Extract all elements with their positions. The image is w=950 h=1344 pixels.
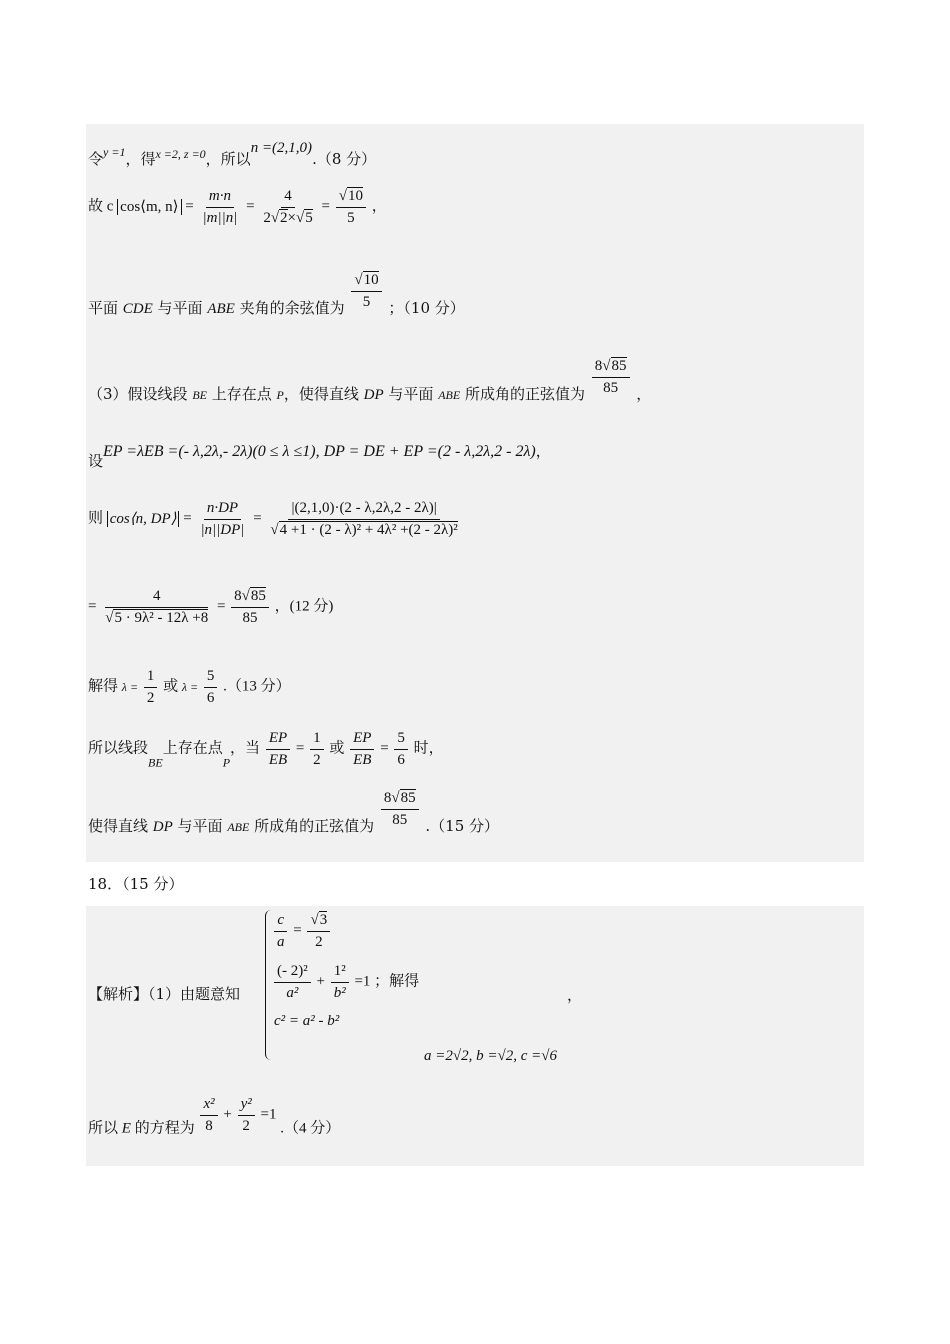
sqrt-10: 10	[363, 272, 379, 288]
sqrt-10: 10	[347, 188, 363, 204]
line-conclusion-sine	[88, 790, 499, 835]
plus: +	[223, 1106, 232, 1123]
text: ，	[371, 198, 387, 215]
frac-4-sqrt: $\frac{4}{\text{√5 · 9λ² - 12λ +8}}$	[105, 588, 209, 626]
line-cos-ndp	[88, 500, 463, 538]
text: ；解得	[374, 973, 420, 990]
numerator: n·DP	[204, 500, 241, 520]
text: ，使得直线	[283, 385, 364, 403]
text: 与平面	[172, 817, 228, 835]
denominator: EB	[353, 751, 372, 768]
math-dp: DP	[152, 819, 173, 835]
frac-sqrt10: $\frac{√10}{5}$	[336, 188, 366, 226]
equals: =	[185, 198, 194, 215]
coef: 8	[383, 790, 392, 806]
numerator: 1	[144, 668, 158, 688]
denominator: |m||n|	[202, 209, 238, 226]
frac-sqrt3-2: $\frac{√3}{2}$	[307, 912, 330, 950]
text: 【解析】（1）由题意知	[88, 985, 241, 1003]
text: 与平面	[383, 385, 439, 403]
frac-5-6	[394, 730, 408, 768]
coef: 8	[234, 588, 242, 604]
frac-sqrt10: $\frac{√10}{5}$	[351, 272, 381, 310]
text: 解得	[88, 678, 119, 695]
line-conclusion-exists	[88, 730, 444, 768]
denominator: 6	[397, 751, 405, 768]
sqrt-5: 5	[305, 209, 313, 226]
text: 时，	[413, 740, 444, 757]
denominator: b²	[333, 984, 346, 1001]
line-plane-cosine	[88, 272, 465, 317]
sqrt-3: 3	[319, 912, 328, 928]
math-be: BE	[192, 388, 207, 402]
math-cos-mn: cos⟨m, n⟩	[117, 199, 181, 215]
text: 所成角的正弦值为	[249, 817, 375, 835]
line-solve-lambda	[88, 668, 291, 706]
numerator: m·n	[206, 188, 234, 208]
numerator: 5	[394, 730, 408, 750]
math-lambda: λ =	[181, 680, 199, 694]
text: 上存在点	[206, 385, 277, 403]
math-y: y =1	[103, 145, 126, 159]
score: .（8 分）	[312, 150, 377, 168]
comma: ，	[567, 986, 583, 1004]
numerator: EP	[350, 730, 374, 750]
text: 与平面	[152, 299, 208, 317]
math-dp: DP	[363, 387, 384, 403]
frac-point	[274, 963, 311, 1001]
denominator: 85	[603, 379, 619, 396]
denominator: a²	[286, 984, 299, 1001]
text: 的方程为	[130, 1120, 195, 1137]
text: ，所以	[205, 150, 251, 168]
numerator: 4	[281, 188, 295, 208]
denominator: 2	[313, 751, 321, 768]
text: 所以	[88, 1120, 122, 1137]
numerator: x²	[200, 1096, 217, 1116]
equals: =	[216, 598, 226, 615]
text: （3）假设线段	[88, 385, 193, 403]
math-abe: ABE	[207, 301, 235, 317]
equals: =	[295, 740, 305, 757]
equals: =	[253, 510, 262, 527]
text: 设	[88, 452, 104, 470]
frac-4: $\frac{4}{2√2\times√5}$	[263, 188, 313, 226]
line-cos-mn	[88, 188, 387, 226]
score: .（4 分）	[280, 1120, 341, 1137]
equals: =	[183, 510, 192, 527]
line-set-ep	[88, 444, 551, 469]
denominator: 2	[315, 933, 323, 950]
sqrt-85: 85	[611, 358, 627, 374]
frac-dot: $\frac{|(2,1,0)\cdot(2 - \lambda,2\lambda,2 - 2\lambda)|}{\text{√4 +1 · (2 - λ)² + 4λ² +(2 - 2λ)²}}$	[270, 500, 458, 538]
denominator: 5	[347, 209, 355, 226]
system-eq-3: c² = a² - b²	[274, 1013, 340, 1029]
frac-5-6	[204, 668, 218, 706]
equals: =	[321, 198, 330, 215]
denominator-part: 2	[263, 209, 271, 226]
frac-mn	[200, 188, 241, 226]
equals: =1	[354, 973, 371, 990]
denominator: 5	[362, 293, 371, 310]
denominator: 85	[242, 609, 258, 626]
math-p: P	[276, 388, 284, 402]
denominator: 85	[392, 811, 408, 828]
sqrt-2: 2	[280, 209, 288, 226]
math-e: E	[121, 1120, 131, 1137]
numerator: (- 2)²	[274, 963, 311, 983]
line-ellipse-equation	[88, 1096, 340, 1136]
text: 所成角的正弦值为	[460, 385, 585, 403]
system-brace	[265, 910, 272, 1060]
line-part3	[88, 358, 651, 403]
numerator: 4	[105, 588, 209, 608]
numerator: 1	[310, 730, 324, 750]
math-n: n =(2,1,0)	[250, 140, 313, 156]
times: ×	[287, 209, 297, 226]
numerator: c	[274, 912, 287, 932]
plus: +	[316, 973, 325, 990]
text: 故 c	[88, 198, 114, 215]
analysis-heading	[88, 987, 240, 1002]
text: 平面	[88, 299, 123, 317]
numerator: EP	[266, 730, 290, 750]
score: .（13 分）	[223, 678, 291, 695]
equals: =	[246, 198, 255, 215]
denominator: EB	[268, 751, 288, 768]
denominator: 4 +1 · (2 - λ)² + 4λ² +(2 - 2λ)²	[279, 521, 458, 538]
text: ，	[636, 385, 652, 403]
frac-x2-8	[200, 1096, 217, 1134]
math-cde: CDE	[122, 301, 153, 317]
frac-8sqrt85: $\frac{8√85}{85}$	[381, 790, 419, 828]
denominator: a	[277, 933, 285, 950]
text: 或	[329, 740, 345, 757]
math-ep-dp: EP =λEB =(- λ,2λ,- 2λ)(0 ≤ λ ≤1), DP = DE + EP =(2 - λ,2λ,2 - 2λ)	[103, 443, 536, 460]
frac-y2-2	[238, 1096, 255, 1134]
math-p: P	[222, 755, 231, 770]
score: .（15 分）	[425, 817, 500, 835]
math-xz: x =2, z =0	[155, 147, 206, 161]
denominator: 2	[242, 1117, 250, 1134]
equals: =	[88, 598, 97, 615]
question-18-label: 18．（15 分）	[88, 875, 184, 893]
text: 或	[163, 678, 179, 695]
coef: 8	[594, 358, 603, 374]
line-result-frac	[88, 588, 333, 626]
frac-ndp	[197, 500, 247, 538]
sqrt-85: 85	[250, 588, 266, 604]
denominator: 2	[146, 689, 155, 706]
numerator: 1²	[331, 963, 349, 983]
math-abe: ABE	[227, 820, 250, 834]
text: ，当	[230, 740, 261, 757]
text: 则	[88, 510, 104, 527]
math-be: BE	[148, 755, 163, 770]
text: ，得	[125, 150, 156, 168]
solution-values: a =2√2, b =√2, c =√6	[424, 1048, 557, 1064]
frac-1-2	[310, 730, 324, 768]
text: 夹角的余弦值为	[234, 299, 345, 317]
numerator: y²	[238, 1096, 255, 1116]
frac-c-a	[274, 912, 288, 950]
denominator: 8	[205, 1117, 213, 1134]
numerator: |(2,1,0)·(2 - λ,2λ,2 - 2λ)|	[288, 500, 439, 520]
math-lambda: λ =	[121, 680, 139, 694]
math-cos-ndp: cos⟨n, DP⟩	[107, 511, 180, 527]
frac-1-b2	[331, 963, 349, 1001]
frac-8sqrt85: $\frac{8√85}{85}$	[231, 588, 269, 626]
score: ，(12 分)	[274, 598, 334, 615]
system-eq-2	[272, 963, 419, 1001]
text: ，	[535, 442, 551, 460]
denominator: |n||DP|	[200, 521, 245, 538]
denominator: 5 · 9λ² - 12λ +8	[114, 609, 209, 626]
math-abe: ABE	[438, 388, 461, 402]
numerator: 5	[204, 668, 218, 688]
score: ；（10 分）	[388, 299, 465, 317]
equals: =	[293, 922, 302, 939]
equals: =1	[260, 1106, 277, 1123]
sqrt-85: 85	[400, 790, 416, 806]
text: 使得直线	[88, 817, 153, 835]
system-eq-1	[272, 912, 332, 950]
frac-8sqrt85: $\frac{8√85}{85}$	[592, 358, 630, 396]
frac-ep-eb	[266, 730, 290, 768]
text: 上存在点	[162, 740, 223, 757]
line-let-y	[88, 141, 376, 167]
text: 所以线段	[88, 740, 149, 757]
denominator: 6	[206, 689, 215, 706]
frac-ep-eb	[350, 730, 374, 768]
frac-1-2	[144, 668, 158, 706]
text: 令	[88, 150, 104, 168]
equals: =	[380, 740, 389, 757]
